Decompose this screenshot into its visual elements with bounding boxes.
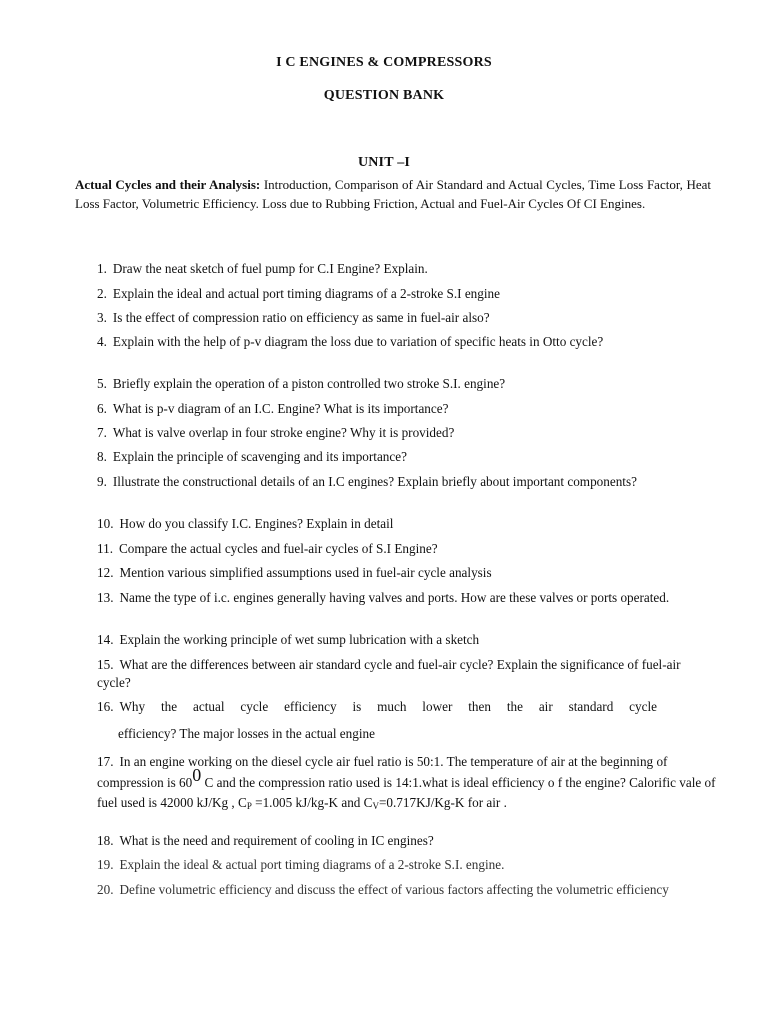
question-number: 10. [97,516,114,531]
question-number: 8. [97,449,107,464]
syllabus-topic-title: Actual Cycles and their Analysis: [75,177,261,192]
question-item [97,656,717,691]
question-text-b: C and the compression ratio used is 14:1.what is ideal efficiency o f the engine? Calorific vale of fuel used is 42000 kJ/Kg , C [97,774,716,810]
degree-superscript: 0 [192,764,202,785]
question-text: Mention various simplified assumptions used in fuel-air cycle analysis [119,565,492,580]
question-number: 17. [97,754,114,769]
question-number: 16. [97,699,114,714]
question-number: 13. [97,590,114,605]
question-number: 3. [97,310,107,325]
question-text: What are the differences between air standard cycle and fuel-air cycle? Explain the significance of fuel-air cycle? [97,657,681,690]
question-item [97,448,717,466]
unit-syllabus [75,176,711,213]
question-text: Is the effect of compression ratio on efficiency as same in fuel-air also? [112,310,490,325]
question-item [97,564,717,582]
question-text: Explain with the help of p-v diagram the loss due to variation of specific heats in Otto cycle? [112,334,604,349]
question-item [97,424,717,442]
question-item [97,375,717,393]
question-text: Explain the working principle of wet sump lubrication with a sketch [119,632,480,647]
question-text: Compare the actual cycles and fuel-air cycles of S.I Engine? [119,541,438,556]
question-number: 14. [97,632,114,647]
question-text-d: =0.717KJ/Kg-K for air . [378,795,507,810]
question-item [97,698,657,716]
question-number: 18. [97,833,114,848]
question-number: 4. [97,334,107,349]
question-text: What is p-v diagram of an I.C. Engine? What is its importance? [112,401,449,416]
question-continuation: efficiency? The major losses in the actual engine [118,726,375,741]
question-text: Explain the ideal and actual port timing diagrams of a 2-stroke S.I engine [112,286,500,301]
question-text: How do you classify I.C. Engines? Explain in detail [119,516,394,531]
question-text: Define volumetric efficiency and discuss the effect of various factors affecting the volumetric efficiency [119,882,669,897]
question-text-c: =1.005 kJ/kg-K and C [251,795,373,810]
question-number: 11. [97,541,113,556]
question-item [97,540,717,558]
question-item [97,589,717,607]
question-item [97,881,717,899]
question-text: What is the need and requirement of cooling in IC engines? [119,833,434,848]
question-text: Explain the ideal & actual port timing diagrams of a 2-stroke S.I. engine. [119,857,505,872]
question-item [97,856,717,874]
question-text: Explain the principle of scavenging and its importance? [112,449,407,464]
question-item [97,515,717,533]
question-number: 19. [97,857,114,872]
question-text: Draw the neat sketch of fuel pump for C.I Engine? Explain. [112,261,428,276]
question-text: Why the actual cycle efficiency is much lower then the air standard cycle [119,699,657,714]
question-number: 2. [97,286,107,301]
question-number: 12. [97,565,114,580]
question-text: Illustrate the constructional details of an I.C engines? Explain briefly about important components? [112,474,637,489]
question-item [97,309,717,327]
cv-subscript: V [372,801,379,811]
question-item [97,631,717,649]
question-item [97,832,717,850]
question-number: 1. [97,261,107,276]
question-text: What is valve overlap in four stroke engine? Why it is provided? [112,425,455,440]
question-item [97,752,717,817]
question-text-a: In an engine working on the diesel cycle air fuel ratio is 50:1. The temperature of air at the beginning of compression is 60 [97,754,668,790]
question-text: Briefly explain the operation of a piston controlled two stroke S.I. engine? [112,376,506,391]
question-item [97,473,717,491]
question-number: 15. [97,657,114,672]
unit-heading: UNIT –I [357,155,411,170]
question-number: 5. [97,376,107,391]
question-text: Name the type of i.c. engines generally having valves and ports. How are these valves or ports operated. [119,590,670,605]
cp-subscript: P [246,801,252,811]
question-number: 20. [97,882,114,897]
question-number: 6. [97,401,107,416]
question-item [97,285,717,303]
document-title: I C ENGINES & COMPRESSORS [276,55,492,70]
question-item [97,260,717,278]
question-number: 9. [97,474,107,489]
question-item [97,333,717,351]
document-subtitle: QUESTION BANK [323,88,445,103]
syllabus-topic-text: Introduction, Comparison of Air Standard and Actual Cycles, Time Loss Factor, Heat Loss Factor, Volumetric Efficiency. Loss due to Rubbing Friction, Actual and Fuel-Air Cycles Of CI Engines. [75,177,712,211]
question-item [97,400,717,418]
question-number: 7. [97,425,107,440]
